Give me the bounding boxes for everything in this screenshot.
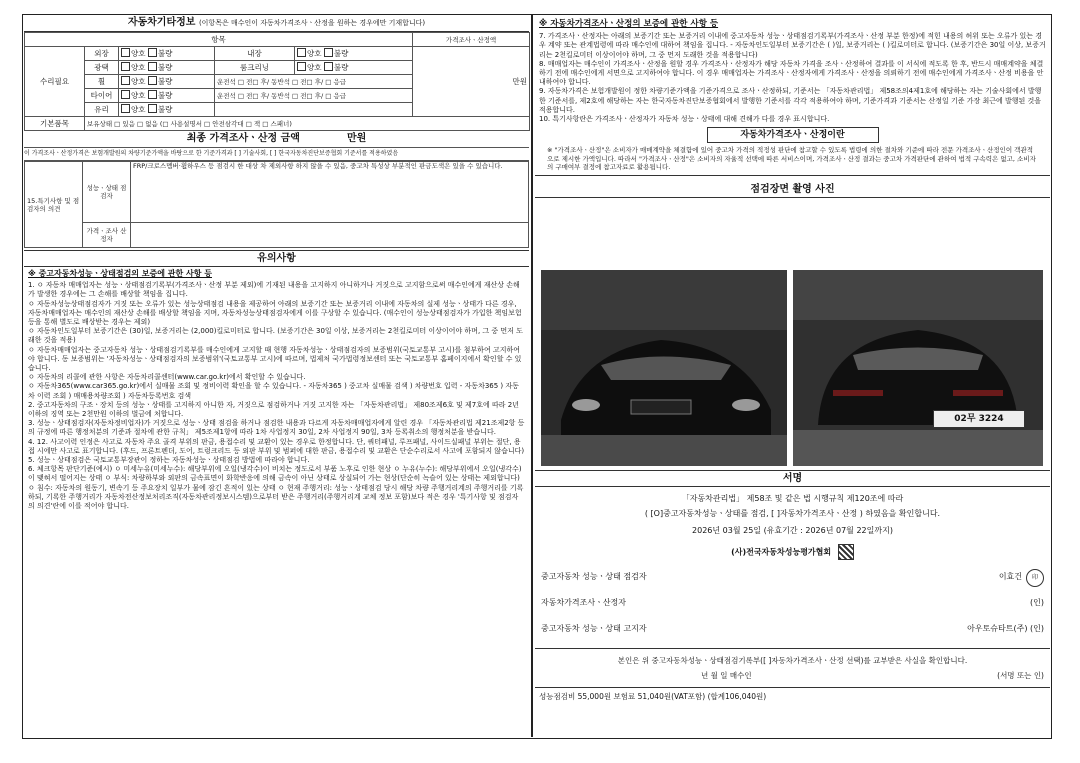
date-line: 2026년 03월 25일 (유효기간 : 2026년 07월 22일까지) [692,526,893,535]
sign-row-label: 자동차가격조사ㆍ산정자 [541,598,627,607]
receipt-sign: (서명 또는 인) [997,671,1044,680]
row-name2: 내장 [215,47,295,61]
notice-paragraph: 2. 중고자동차의 구조ㆍ장치 등의 성능ㆍ상태를 고지하지 아니한 자, 거짓으로 점검하거나 거짓 고지한 자는 「자동차관리법」 제80조제6호 및 제7호에 따라 2년 이하의 징역 또는 2천만원 이하의 벌금에 처합니다. [28,400,519,419]
final-price-unit: 만원 [346,133,367,144]
inspection-photo-rear [793,270,1043,466]
inspection-photo-front [541,270,787,466]
sign-row-label: 중고자동차 성능ㆍ상태 점검자 [541,572,647,581]
opinion-table [24,161,529,248]
sign-row-mark: (인) [1030,624,1044,633]
appraisal-item: 8. 매매업자는 매수인이 가격조사ㆍ산정을 원할 경우 가격조사ㆍ산정자가 해당 자동차 가격을 조사ㆍ산정하여 결과를 이 서식에 적도록 한 후, 반드시 매매계약을 체결하기 전에 매수인에게 서면으로 고지하여야 합니다. 이 경우 매매업자는 가격조사ㆍ산정자에게 가격조사ㆍ산정을 의뢰하기 전에 매수인에게 가격조사ㆍ산정 비용을 안내하여야 합니다. [539,59,1044,87]
notice-heading: ※ 중고자동차성능ㆍ상태점검의 보증에 관한 사항 등 [28,269,212,278]
other-info-table [24,32,530,131]
qr-code-icon [838,544,854,560]
appraisal-guarantee [535,15,1050,124]
org-line [535,544,1050,560]
row-extra: 운전석 □ 전□ 후/ 동반석 □ 전□ 후/ □ 응급 [215,89,413,103]
row-name: 유리 [85,103,119,117]
notice-paragraph: ㅇ 자동차365(www.car365.go.kr)에서 실매물 조회 및 정비이력 확인을 할 수 있습니다. - 자동차365 ) 중고차 실매물 검색 ) 차량번호 입력 - 자동차365 ) 자동차 이력 조회 ) 매매용차량조회 ) 자동차등록번호 검색 [28,382,519,400]
basic-label: 기본품목 [25,117,85,131]
photo-title: 점검장면 촬영 사진 [535,182,1050,198]
row-name: 외장 [85,47,119,61]
row-name: 휠 [85,75,119,89]
notice-paragraph: 3. 성능ㆍ상태점검자(자동차정비업자)가 거짓으로 성능ㆍ상태 점검을 하거나 점검한 내용과 다르게 자동차매매업자에게 알린 경우 「자동차관리법 제21조제2항 등의 규정에 따른 행정처분의 기준과 절차에 관한 규칙」 제5조제1항에 따라 1차 사업정지 30일, 2차 사업정지 90일, 3차 등록취소의 행정처분을 받습니다. [28,419,525,437]
row-options: 양호 불량 [119,61,215,75]
appraisal-item: 7. 가격조사ㆍ산정자는 아래의 보증기간 또는 보증거리 이내에 중고자동차 성능ㆍ상태점검기록부(가격조사ㆍ산정 부분 한정)에 적힌 내용의 허위 또는 오류가 있는 경우 계약 또는 관계법령에 따라 매수인에 대하여 책임을 집니다. - 자동차인도일부터 보증기간은 ( )일, 보증거리는 ( )킬로미터로 합니다. (보증기간은 30일 이상, 보증거리는 2천킬로미터 이상이어야 하며, 그 중 먼저 도래한 것을 적용합니다) [539,32,1046,59]
col-price-header: 가격조사ㆍ산정액 [413,33,530,47]
notice-paragraph: 6. 체크항목 판단기준(예시) ㅇ 미세누유(미세누수): 해당부위에 오일(냉각수)이 비치는 정도로서 부품 노후로 인한 현상 ㅇ 누유(누수): 해당부위에서 오일(냉각수)이 맺혀서 떨어지는 상태 ㅇ 부식: 차량하부와 외판의 금속표면이 화학반응에 의해 금속이 아닌 상태로 상실되어 가는 현상(단순히 녹슬어 있는 상태는 제외합니다) ㅇ 침수: 자동차의 원동기, 변속기 등 주요장치 일부가 물에 잠긴 흔적이 있는 상태 ㅇ 현재 주행거리: 성능ㆍ상태점검 당시 해당 차량 주행거리계의 주행거리를 기록하되, 기록한 주행거리가 자동차전산정보처리조직(자동차관리정보시스템)으로부터 받은 주행거리(주행거리계 교체 정보 포함)보다 적은 경우 '특기사항 및 점검자의 의견'란에 이를 적어야 합니다. [28,465,524,511]
seal-stamp-icon: 印 [1026,569,1044,587]
row-options: 양호 불량 [119,47,215,61]
row-name: 타이어 [85,89,119,103]
notice-paragraph: ㅇ 자동차매매업자는 중고자동차 성능ㆍ상태점검기록부를 매수인에게 고지할 때 현행 자동차성능ㆍ상태점검자의 보증범위(국토교통부 고시)를 첨부하여 고지하여야 합니다. 동 보증범위는 '자동차성능ㆍ상태점검자의 보증범위'(국토교통부 고시)에 따르며, 법제처 국가법령정보센터 또는 국토교통부 홈페이지에서 확인할 수 있습니다. [28,345,522,373]
car-front-image [541,270,787,466]
column-divider [531,15,533,737]
receipt-line: 본인은 위 중고자동차성능ㆍ상태점검기록부([ ]자동차가격조사ㆍ산정 선택)를 교부받은 사실을 확인합니다. [617,656,968,665]
row-options: 양호 불량 [119,103,215,117]
notice-paragraph: 1. ㅇ 자동차 매매업자는 성능ㆍ상태점검기록부(가격조사ㆍ산정 부분 제외)에 기재된 내용을 고지하지 아니하거나 거짓으로 고지함으로써 매수인에게 재산상 손해가 발생한 경우에는 그 손해를 배상할 책임을 집니다. [28,281,520,299]
notice-paragraph: 4. 12. 사고이력 인정은 사고로 자동차 주요 골격 부위의 판금, 용접수리 및 교환이 있는 경우로 한정합니다. 단, 쿼터패널, 루프패널, 사이드실패널 부위는 절단, 용접 시에만 사고로 표기합니다. (후드, 프론트펜더, 도어, 트렁크리드 등 외판 부위 및 범퍼에 대한 판금, 용접수리 및 교환은 단순수리로서 사고에 포함되지 않습니다) [28,437,525,455]
row-options2: 양호 불량 [295,61,413,75]
basic-text: 보유상태 □ 있음 □ 없음 (□ 사용설명서 □ 안전삼각대 □ 잭 □ 스패너) [85,117,530,131]
final-price-note: 이 가격조사ㆍ산정가격은 보험개발원의 차량기준가액을 바탕으로 한 기준가격과 [ ] 기술사회, [ ] 한국자동차진단보증협회 기준서를 적용하였음 [24,148,529,161]
row-extra [215,103,413,117]
law-line: 「자동차관리법」 제58조 및 같은 법 시행규칙 제120조에 따라 [681,494,904,503]
sign-row [535,564,1050,590]
row-options: 양호 불량 [119,75,215,89]
other-info-note: (이항목은 매수인이 자동차가격조사ㆍ산정을 원하는 경우에만 기재합니다) [198,19,426,27]
opinion-appraiser-text [131,223,529,248]
opinion-label: 15.특기사항 및 점검자의 의견 [25,162,83,248]
notice-title: 유의사항 [24,250,529,267]
row-name: 광택 [85,61,119,75]
opinion-inspector-text: FRP/크로스멤버·휠하우스 등 점검시 한 대상 차 제외사항 하지 않을 수 있음, 중고차 특성상 부분적인 판금도색은 있을 수 있습니다. [131,162,529,223]
left-column [24,15,529,737]
appraisal-heading: ※ 자동차가격조사ㆍ산정의 보증에 관한 사항 등 [539,19,719,29]
final-price-line [24,131,529,148]
receipt-date: 년 월 일 매수인 [701,671,752,680]
org-name: (사)전국자동차성능평가협회 [731,547,832,557]
sign-row [535,616,1050,642]
notice-paragraph: ㅇ 자동차의 리콜에 관한 사항은 자동차리콜센터(www.car.go.kr)에서 확인할 수 있습니다. [28,373,306,382]
repair-label: 수리필요 [25,47,85,117]
receipt-block [535,648,1050,681]
definition-title: 자동차가격조사ㆍ산정이란 [707,127,879,143]
sign-row-mark: (인) [1030,598,1044,607]
signature-title: 서명 [535,470,1050,487]
opinion-appraiser-label: 가격ㆍ조사 산정자 [83,223,131,248]
notice-paragraph: ㅇ 자동차인도일부터 보증기간은 (30)일, 보증거리는 (2,000)킬로미터로 합니다. (보증기간은 30일 이상, 보증거리는 2천킬로미터 이상이어야 하며, 그 중 먼저 도래한 것을 적용) [28,327,523,345]
sign-row-name: 아우토슈타트(주) [967,624,1028,633]
final-price-label: 최종 가격조사ㆍ산정 금액 [186,133,300,144]
confirm-line: ( [O]중고자동차성능ㆍ상태를 점검, [ ]자동차가격조사ㆍ산정 ) 하였음을 확인합니다. [644,509,941,518]
sign-row-label: 중고자동차 성능ㆍ상태 고지자 [541,624,647,633]
price-unit: 만원 [413,47,530,117]
row-extra: 운전석 □ 전□ 후/ 동반석 □ 전□ 후/ □ 응급 [215,75,413,89]
receipt-sign-row [541,670,1044,681]
car-rear-image [793,270,1043,466]
row-name2: 룸크리닝 [215,61,295,75]
sign-row [535,590,1050,616]
notice-body [24,269,529,511]
other-info-title: 자동차기타정보 [127,17,196,28]
notice-paragraph: 5. 성능ㆍ상태점검은 국토교통부장관이 정하는 자동차성능ㆍ상태점검 방법에 따라야 합니다. [28,456,310,465]
definition-text: ※ "가격조사ㆍ산정"은 소비자가 매매계약을 체결함에 있어 중고차 가격의 적정성 판단에 참고할 수 있도록 법령에 의한 절차와 기준에 따라 전문 가격조사ㆍ산정인이 객관적으로 제시한 가액입니다. 따라서 "가격조사ㆍ산정"은 소비자의 자율적 선택에 따른 서비스이며, 가격조사ㆍ산정 결과는 중고차 가격판단에 관하여 법적 구속력은 없고, 소비자의 구매여부 결정에 참고자료로 활용됩니다. [535,143,1050,176]
appraisal-item: 10. 특기사항란은 가격조사ㆍ산정자가 자동차 성능ㆍ상태에 대해 견해가 다를 경우 표시합니다. [539,115,830,124]
col-item-header: 항목 [25,33,413,47]
notice-paragraph: ㅇ 자동차성능상태점검자가 거짓 또는 오류가 있는 성능상태점검 내용을 제공하여 아래의 보증기간 또는 보증거리 이내에 자동차의 실제 성능ㆍ상태가 다른 경우, 자동차매매업자는 매수인의 재산상 손해를 배상할 책임을 지며, 자동차성능상태점검자에게 이를 구상할 수 있습니다. (매수인이 성능상태점검자가 가입한 책임보험 등을 통해 별도로 배상받는 경우는 제외) [28,299,522,327]
sign-row-name: 이효건 [998,572,1022,581]
row-options2: 양호 불량 [295,47,413,61]
fee-line: 성능점검비 55,000원 보험료 51,040원(VAT포함) (합계106,040원) [535,687,1050,705]
opinion-inspector-label: 성능ㆍ상태 점검자 [83,162,131,223]
signature-section [535,470,1050,705]
appraisal-item: 9. 자동차가격은 보험개발원이 정한 차량기준가액을 기준가격으로 조사ㆍ산정하되, 기준서는 「자동차관리법」 제58조의4제1호에 해당하는 자는 기술사회에서 발행한 기준서를, 제2호에 해당하는 자는 한국자동차진단보증협회에서 발행한 기준서를 각각 적용하여야 하며, 기준가격과 기준서는 산정일 기준 가장 최근에 발행된 것을 적용합니다. [539,87,1042,114]
right-column [535,15,1050,737]
other-info-header [24,15,529,32]
license-plate: 02무 3224 [933,410,1025,428]
row-options: 양호 불량 [119,89,215,103]
